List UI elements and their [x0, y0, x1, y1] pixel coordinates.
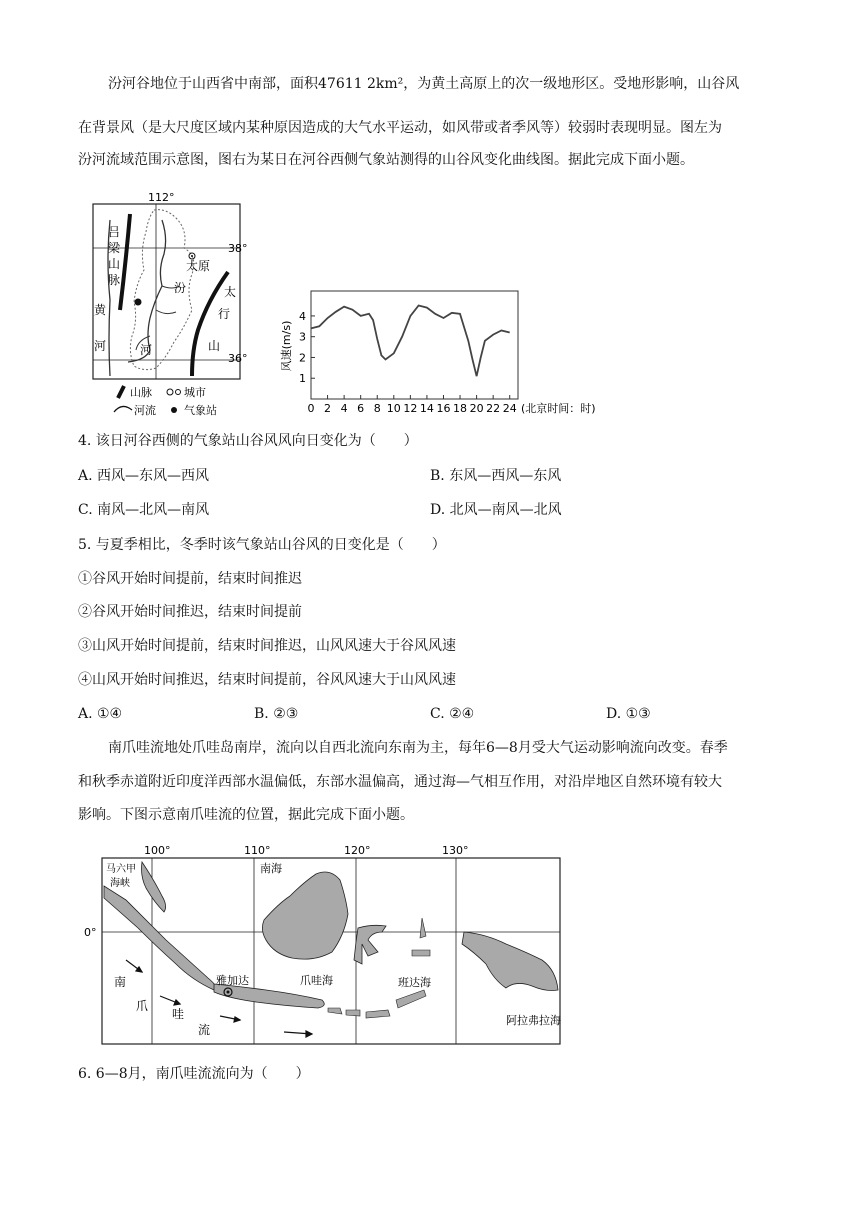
q4-stem: 4. 该日河谷西侧的气象站山谷风风向日变化为（ ） [78, 433, 418, 449]
x-axis-label: (北京时间：时) [521, 402, 596, 415]
svg-text:河流: 河流 [134, 404, 156, 417]
svg-text:马六甲: 马六甲 [106, 864, 136, 875]
q5-stem: 5. 与夏季相比，冬季时该气象站山谷风的日变化是（ ） [78, 537, 446, 553]
sulawesi-landmass [354, 925, 386, 964]
intro1-line3: 汾河流域范围示意图，图右为某日在河谷西侧气象站测得的山谷风变化曲线图。据此完成下面小题。 [78, 152, 694, 168]
river-legend-icon [114, 406, 132, 412]
q4-option-b[interactable]: B. 东风—西风—东风 [430, 468, 562, 484]
svg-text:河: 河 [140, 343, 153, 357]
new-guinea-landmass [462, 932, 558, 991]
svg-text:黄: 黄 [94, 303, 107, 317]
q4-option-a[interactable]: A. 西风—东风—西风 [78, 468, 210, 484]
intro2-line2: 和秋季赤道附近印度洋西部水温偏低，东部水温偏高，通过海—气相互作用，对沿岸地区自然环境有较大 [78, 774, 722, 790]
svg-text:爪: 爪 [136, 999, 149, 1013]
x-tick-label: 18 [453, 402, 468, 415]
jakarta-label: 雅加达 [216, 974, 249, 987]
x-tick-label: 12 [403, 402, 418, 415]
x-tick-label: 4 [340, 402, 348, 415]
svg-text:汾: 汾 [174, 281, 187, 295]
x-tick-label: 8 [373, 402, 381, 415]
intro2-line1: 南爪哇流地处爪哇岛南岸，流向以自西北流向东南为主，每年6—8月受大气运动影响流向改变。春季 [108, 740, 728, 756]
svg-text:流: 流 [198, 1023, 211, 1037]
fen-river [128, 220, 166, 362]
y-axis-label: 风速(m/s) [280, 320, 293, 372]
y-tick-label: 1 [299, 372, 306, 386]
java-sea-label: 爪哇海 [300, 974, 333, 987]
q5-option-c[interactable]: C. ②④ [430, 706, 475, 722]
lon-120-label: 120° [344, 844, 371, 857]
lon-100-label: 100° [144, 844, 171, 857]
city-legend-icon [167, 389, 173, 395]
q5-option-a[interactable]: A. ①④ [78, 706, 123, 722]
q5-option-b[interactable]: B. ②③ [254, 706, 299, 722]
y-tick-label: 3 [299, 330, 306, 344]
lon-112-label: 112° [148, 191, 175, 204]
mountain-legend-icon [118, 386, 124, 398]
station-legend-icon [171, 407, 177, 413]
x-tick-label: 20 [469, 402, 484, 415]
weather-station-icon [135, 299, 142, 306]
x-tick-label: 6 [357, 402, 365, 415]
q5-option-d[interactable]: D. ①③ [606, 706, 651, 722]
x-tick-label: 2 [324, 402, 332, 415]
x-tick-label: 22 [486, 402, 501, 415]
city-taiyuan-label: 太原 [186, 259, 211, 273]
x-tick-label: 14 [419, 402, 434, 415]
svg-text:海峡: 海峡 [110, 878, 130, 889]
intro2-line3: 影响。下图示意南爪哇流的位置，据此完成下面小题。 [78, 807, 414, 823]
lat-36-label: 36° [228, 352, 248, 365]
svg-text:城市: 城市 [184, 386, 206, 399]
svg-text:河: 河 [94, 339, 107, 353]
x-tick-label: 0 [307, 402, 315, 415]
lon-110-label: 110° [244, 844, 271, 857]
svg-text:行: 行 [218, 307, 231, 321]
arafura-sea-label: 阿拉弗拉海 [506, 1014, 561, 1027]
borneo-landmass [262, 872, 348, 959]
svg-text:梁: 梁 [108, 241, 121, 255]
svg-text:太: 太 [224, 285, 237, 299]
y-tick-label: 4 [299, 309, 306, 323]
wind-speed-line [311, 306, 510, 377]
q5-statement-4: ④山风开始时间推迟，结束时间提前，谷风风速大于山风风速 [78, 672, 456, 688]
lat-0-label: 0° [84, 926, 97, 939]
svg-text:南: 南 [114, 975, 127, 989]
banda-sea-label: 班达海 [398, 976, 431, 989]
intro1-line1: 汾河谷地位于山西省中南部，面积47611 2km²，为黄土高原上的次一级地形区。受地形影响，山谷风 [108, 76, 740, 92]
wind-speed-chart [276, 286, 616, 418]
q4-option-d[interactable]: D. 北风—南风—北风 [430, 502, 562, 518]
lat-38-label: 38° [228, 242, 248, 255]
svg-text:吕: 吕 [108, 225, 121, 239]
y-tick-label: 2 [299, 351, 306, 365]
fen-river-map [88, 190, 268, 420]
java-landmass [214, 984, 324, 1008]
lon-130-label: 130° [442, 844, 469, 857]
q5-statement-2: ②谷风开始时间推迟，结束时间提前 [78, 604, 302, 620]
q6-stem: 6. 6—8月，南爪哇流流向为（ ） [78, 1066, 310, 1082]
svg-text:山: 山 [108, 257, 121, 271]
malay-peninsula [142, 862, 166, 912]
svg-text:气象站: 气象站 [184, 404, 217, 417]
svg-text:山: 山 [208, 339, 221, 353]
x-tick-label: 10 [386, 402, 401, 415]
x-tick-label: 24 [502, 402, 517, 415]
q5-statement-1: ①谷风开始时间提前，结束时间推迟 [78, 571, 302, 587]
q4-option-c[interactable]: C. 南风—北风—南风 [78, 502, 210, 518]
south-java-current-map [84, 840, 566, 1050]
x-tick-label: 16 [436, 402, 451, 415]
svg-text:山脉: 山脉 [130, 386, 152, 399]
luliang-mountains [120, 214, 130, 310]
svg-text:哇: 哇 [172, 1007, 185, 1021]
south-china-sea-label: 南海 [260, 862, 282, 875]
q5-statement-3: ③山风开始时间提前，结束时间推迟，山风风速大于谷风风速 [78, 638, 456, 654]
svg-text:脉: 脉 [108, 273, 121, 287]
intro1-line2: 在背景风（是大尺度区域内某种原因造成的大气水平运动，如风带或者季风等）较弱时表现明显。图左为 [78, 120, 722, 136]
